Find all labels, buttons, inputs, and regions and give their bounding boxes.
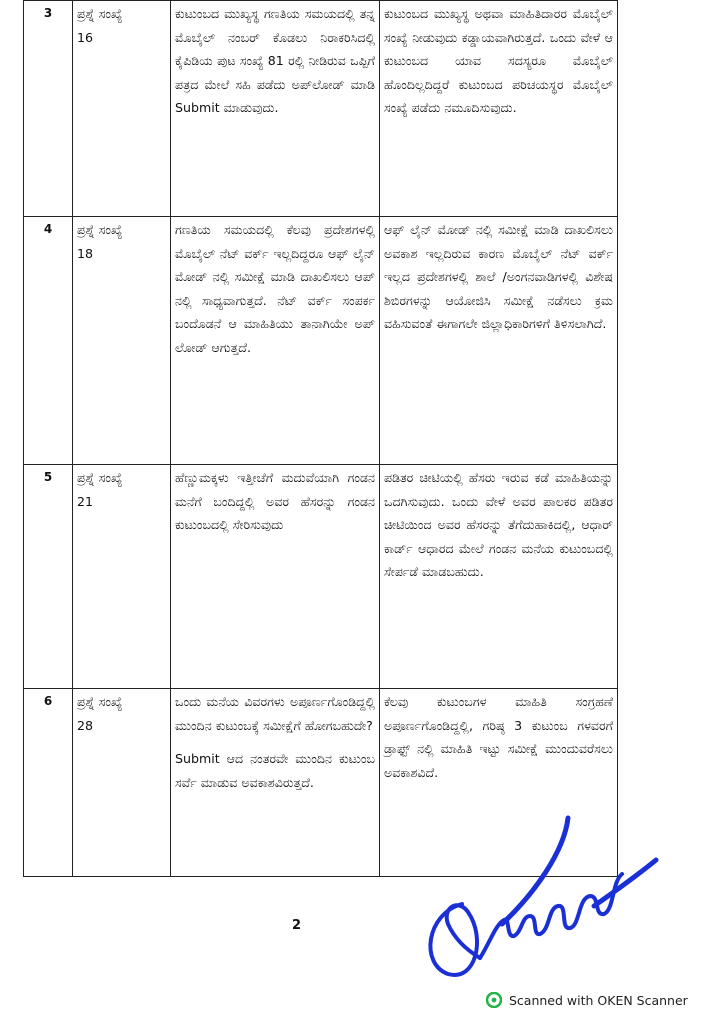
table-row [24,465,618,689]
solution-cell [380,465,618,689]
scanner-logo-icon [486,992,502,1008]
solution-cell [380,1,618,217]
question-number: 16 [77,29,94,45]
scanner-text: Scanned with OKEN Scanner [509,992,688,1008]
scanner-watermark [486,992,688,1008]
table-row [24,217,618,465]
issue-cell [171,217,380,465]
question-label: ಪ್ರಶ್ನೆ ಸಂಖ್ಯೆ [77,470,123,485]
question-label: ಪ್ರಶ್ನೆ ಸಂಖ್ಯೆ [77,6,123,21]
faq-table [23,0,618,877]
issue-text: ಗಣತಿಯ ಸಮಯದಲ್ಲಿ ಕೆಲವು ಪ್ರದೇಶಗಳಲ್ಲಿ ಮೊಬೈಲ್ ನೆಟ್ ವರ್ಕ್ ಇಲ್ಲದಿದ್ದರೂ ಆಫ್ ಲೈನ್ ಮೋಡ್ ನಲ್ಲಿ ಸಮೀಕ್ಷೆ ಮಾಡಿ ದಾಖಲಿಸಲು ಆಪ್ ನಲ್ಲಿ ಸಾಧ್ಯವಾಗುತ್ತದೆ. ನೆಟ್ ವರ್ಕ್ ಸಂಪರ್ಕ ಬಂದೊಡನೆ ಆ ಮಾಹಿತಿಯು ತಾನಾಗಿಯೇ ಅಪ್ ಲೋಡ್ ಆಗುತ್ತದೆ. [175,222,375,355]
solution-text: ಕೆಲವು ಕುಟುಂಬಗಳ ಮಾಹಿತಿ ಸಂಗ್ರಹಣೆ ಅಪೂರ್ಣಗೊಂಡಿದ್ದಲ್ಲಿ, ಗರಿಷ್ಠ 3 ಕುಟುಂಬ ಗಳವರಗೆ ಡ್ರಾಫ್ಟ್ ನಲ್ಲಿ ಮಾಹಿತಿ ಇಟ್ಟು ಸಮೀಕ್ಷೆ ಮುಂದುವರೆಸಲು ಅವಕಾಶವಿದೆ. [384,694,613,780]
row-serial-number: 6 [24,689,73,877]
signature-icon [418,812,666,988]
question-reference [73,689,171,877]
issue-text: ಕುಟುಂಬದ ಮುಖ್ಯಸ್ಥ ಗಣತಿಯ ಸಮಯದಲ್ಲಿ ತನ್ನ ಮೊಬೈಲ್ ನಂಬರ್ ಕೊಡಲು ನಿರಾಕರಿಸಿದಲ್ಲಿ ಕೈಪಿಡಿಯ ಪುಟ ಸಂಖ್ಯೆ 81 ರಲ್ಲಿ ನೀಡಿರುವ ಒಪ್ಪಿಗೆ ಪತ್ರದ ಮೇಲೆ ಸಹಿ ಪಡೆದು ಅಪ್‌ಲೋಡ್ ಮಾಡಿ Submit ಮಾಡುವುದು. [175,6,375,116]
solution-text: ಪಡಿತರ ಚೀಟಿಯಲ್ಲಿ ಹೆಸರು ಇರುವ ಕಡೆ ಮಾಹಿತಿಯನ್ನು ಒದಗಿಸುವುದು. ಒಂದು ವೇಳೆ ಅವರ ಪಾಲಕರ ಪಡಿತರ ಚೀಟಿಯಿಂದ ಅವರ ಹೆಸರನ್ನು ತೆಗೆದುಹಾಕಿದಲ್ಲಿ, ಆಧಾರ್ ಕಾರ್ಡ್ ಆಧಾರದ ಮೇಲೆ ಗಂಡನ ಮನೆಯ ಕುಟುಂಬದಲ್ಲಿ ಸೇರ್ಪಡೆ ಮಾಡಬಹುದು. [384,470,613,580]
issue-cell [171,465,380,689]
question-label: ಪ್ರಶ್ನೆ ಸಂಖ್ಯೆ [77,222,123,237]
issue-text: ಒಂದು ಮನೆಯ ವಿವರಗಳು ಅಪೂರ್ಣಗೊಂಡಿದ್ದಲ್ಲಿ ಮುಂದಿನ ಕುಟುಂಬಕ್ಕೆ ಸಮೀಕ್ಷೆಗೆ ಹೋಗಬಹುದೇ? [175,694,375,733]
question-number: 28 [77,717,94,733]
question-reference [73,465,171,689]
row-serial-number: 4 [24,217,73,465]
solution-text: ಕುಟುಂಬದ ಮುಖ್ಯಸ್ಥ ಅಥವಾ ಮಾಹಿತಿದಾರರ ಮೊಬೈಲ್ ಸಂಖ್ಯೆ ನೀಡುವುದು ಕಡ್ಡಾಯವಾಗಿರುತ್ತದೆ. ಒಂದು ವೇಳೆ ಆ ಕುಟುಂಬದ ಯಾವ ಸದಸ್ಯರೂ ಮೊಬೈಲ್ ಹೊಂದಿಲ್ಲದಿದ್ದರೆ ಕುಟುಂಬದ ಪರಿಚಯಸ್ಥರ ಮೊಬೈಲ್ ಸಂಖ್ಯೆ ಪಡೆದು ನಮೂದಿಸುವುದು. [384,6,613,116]
question-number: 21 [77,493,94,509]
table-row [24,1,618,217]
row-serial-number: 5 [24,465,73,689]
solution-cell [380,217,618,465]
question-label: ಪ್ರಶ್ನೆ ಸಂಖ್ಯೆ [77,694,123,709]
issue-cell [171,1,380,217]
issue-cell [171,689,380,877]
page-number: 2 [292,918,302,933]
question-reference [73,1,171,217]
issue-text-note: Submit ಆದ ನಂತರವೇ ಮುಂದಿನ ಕುಟುಂಬ ಸರ್ವೆ ಮಾಡುವ ಅವಕಾಶವಿರುತ್ತದೆ. [175,751,375,790]
question-reference [73,217,171,465]
question-number: 18 [77,245,94,261]
solution-text: ಆಫ್ ಲೈನ್ ಮೋಡ್ ನಲ್ಲಿ ಸಮೀಕ್ಷೆ ಮಾಡಿ ದಾಖಲಿಸಲು ಅವಕಾಶ ಇಲ್ಲದಿರುವ ಕಾರಣ ಮೊಬೈಲ್ ನೆಟ್ ವರ್ಕ್ ಇಲ್ಲದ ಪ್ರದೇಶಗಳಲ್ಲಿ ಶಾಲೆ /ಅಂಗನವಾಡಿಗಳಲ್ಲಿ ವಿಶೇಷ ಶಿಬಿರಗಳನ್ನು ಆಯೋಜಿಸಿ ಸಮೀಕ್ಷೆ ನಡೆಸಲು ಕ್ರಮ ವಹಿಸುವಂತೆ ಈಗಾಗಲೇ ಜಿಲ್ಲಾಧಿಕಾರಿಗಳಿಗೆ ತಿಳಿಸಲಾಗಿದೆ. [384,222,613,332]
issue-text: ಹೆಣ್ಣುಮಕ್ಕಳು ಇತ್ತೀಚೆಗೆ ಮದುವೆಯಾಗಿ ಗಂಡನ ಮನೆಗೆ ಬಂದಿದ್ದಲ್ಲಿ ಅವರ ಹೆಸರನ್ನು ಗಂಡನ ಕುಟುಂಬದಲ್ಲಿ ಸೇರಿಸುವುದು [175,470,375,533]
row-serial-number: 3 [24,1,73,217]
